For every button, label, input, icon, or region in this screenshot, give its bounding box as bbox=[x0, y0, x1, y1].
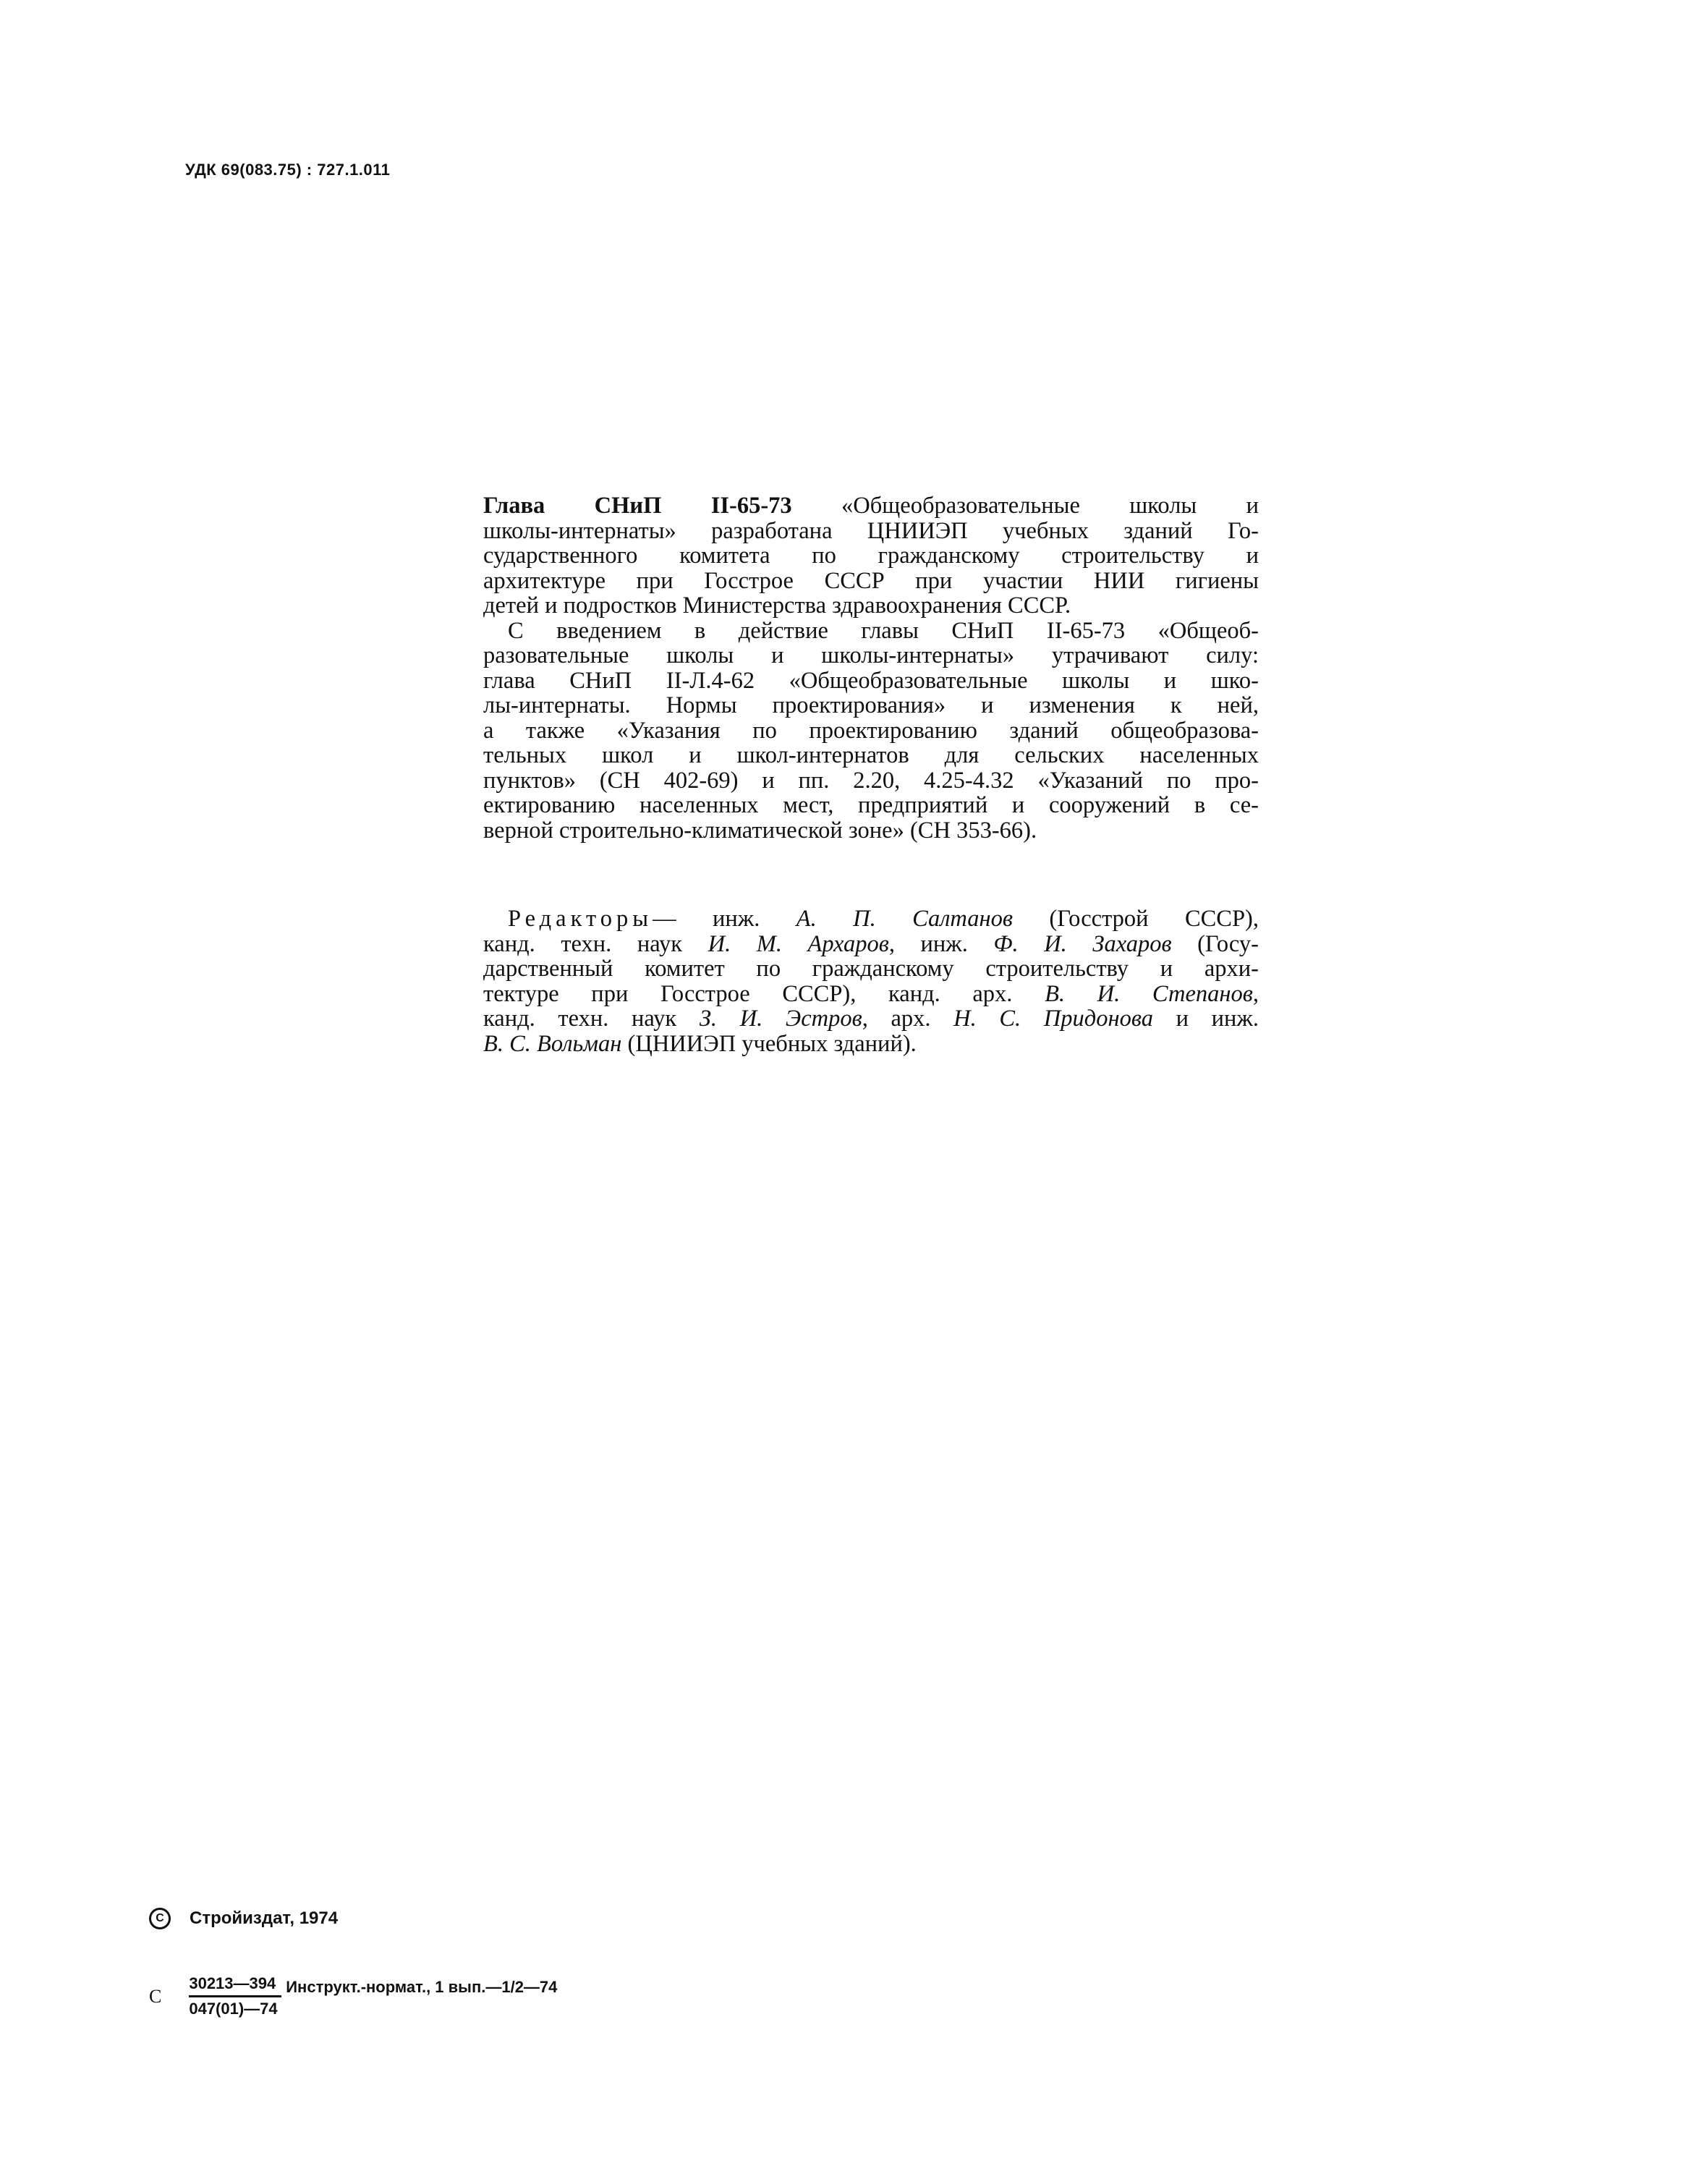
copyright-icon: C bbox=[149, 1908, 171, 1929]
main-line-14: верной строительно-климатической зоне» (СН 353-66). bbox=[483, 817, 1037, 844]
pubcode-numerator: 30213—394 bbox=[189, 1975, 281, 1997]
pubcode-denominator: 047(01)—74 bbox=[189, 2000, 278, 2018]
editors-lead: Редакторы bbox=[508, 906, 653, 932]
pubcode-prefix: С bbox=[149, 1985, 162, 2007]
editors-line-3: дарственный комитет по гражданскому строительству и архи- bbox=[483, 956, 1259, 982]
main-line-10: а также «Указания по проектированию зданий общеобразова- bbox=[483, 717, 1259, 744]
main-line-9: лы-интернаты. Нормы проектирования» и изменения к ней, bbox=[483, 692, 1259, 718]
editors-line-5: канд. техн. наук З. И. Эстров, арх. Н. С. Придонова и инж. bbox=[483, 1006, 1259, 1032]
main-line-12: пунктов» (СН 402-69) и пп. 2.20, 4.25-4.32 «Указаний по про- bbox=[483, 767, 1259, 794]
main-line-3: сударственного комитета по гражданскому строительству и bbox=[483, 543, 1259, 569]
pubcode-rest: Инструкт.-нормат., 1 вып.—1/2—74 bbox=[286, 1977, 558, 1996]
main-line-11: тельных школ и школ-интернатов для сельских населенных bbox=[483, 742, 1259, 768]
main-line-2: школы-интернаты» разработана ЦНИИЭП учебных зданий Го- bbox=[483, 517, 1259, 544]
editors-line-1: Редакторы— инж. А. П. Салтанов (Госстрой СССР), bbox=[508, 906, 1259, 932]
copyright-text: Стройиздат, 1974 bbox=[190, 1908, 339, 1928]
main-line-6: С введением в действие главы СНиП II-65-73 «Общеоб- bbox=[508, 617, 1259, 644]
editors-line-2: канд. техн. наук И. М. Архаров, инж. Ф. И. Захаров (Госу- bbox=[483, 930, 1259, 957]
main-line-13: ектированию населенных мест, предприятий и сооружений в се- bbox=[483, 792, 1259, 818]
main-line-1: Глава СНиП II-65-73 «Общеобразовательные школы и bbox=[483, 493, 1259, 519]
udc-code: УДК 69(083.75) : 727.1.011 bbox=[185, 161, 391, 179]
main-line-5: детей и подростков Министерства здравоохранения СССР. bbox=[483, 592, 1071, 619]
pubcode-fraction bbox=[189, 1975, 281, 2018]
main-line-8: глава СНиП II-Л.4-62 «Общеобразовательные школы и шко- bbox=[483, 667, 1259, 694]
editors-line-6: В. С. Вольман (ЦНИИЭП учебных зданий). bbox=[483, 1030, 917, 1057]
editors-line-4: тектуре при Госстрое СССР), канд. арх. В. И. Степанов, bbox=[483, 980, 1259, 1007]
main-text bbox=[483, 493, 1259, 843]
copyright-line bbox=[149, 1908, 338, 1929]
main-line-7: разовательные школы и школы-интернаты» утрачивают силу: bbox=[483, 642, 1259, 668]
main-line-4: архитектуре при Госстрое СССР при участии НИИ гигиены bbox=[483, 567, 1259, 594]
editors-section bbox=[483, 906, 1259, 1056]
publication-code bbox=[149, 1975, 557, 2018]
